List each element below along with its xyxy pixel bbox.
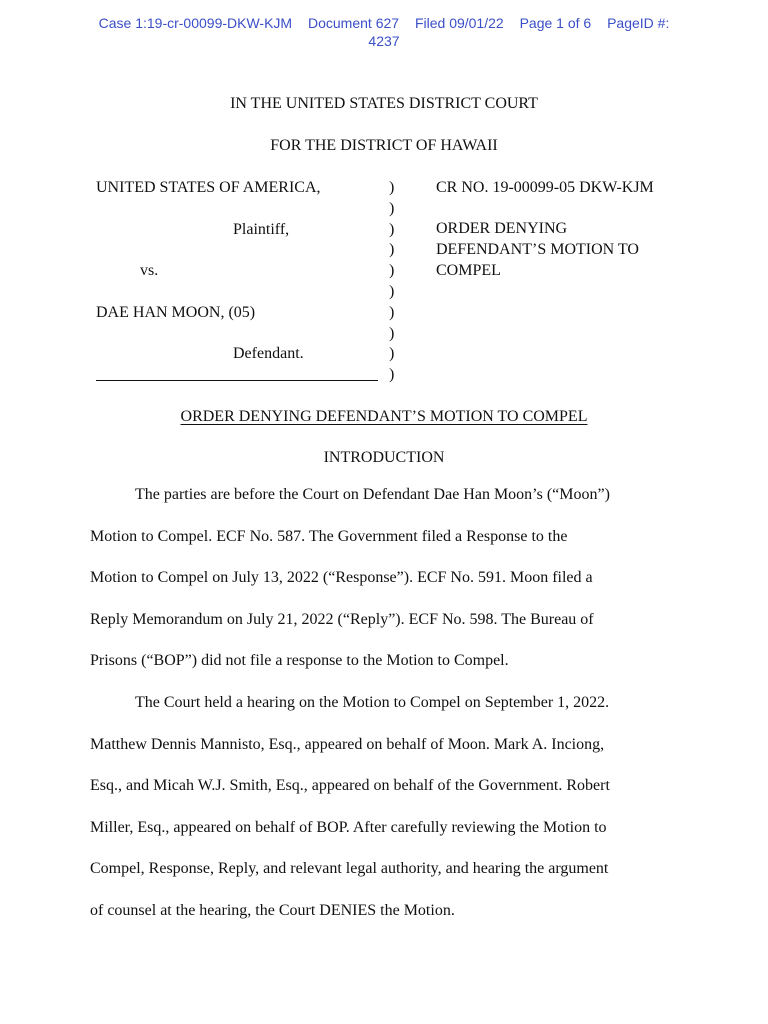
paragraph-line: Prisons (“BOP”) did not file a response to the Motion to Compel. xyxy=(90,652,509,670)
defendant-label: Defendant. xyxy=(233,345,304,362)
caption-paren: ) xyxy=(389,324,395,342)
paragraph-2 xyxy=(90,682,690,932)
section-heading: INTRODUCTION xyxy=(323,449,445,466)
caption-paren: ) xyxy=(389,179,395,196)
versus: vs. xyxy=(140,262,159,279)
paragraph-line: The Court held a hearing on the Motion to Compel on September 1, 2022. xyxy=(135,694,610,711)
paragraph-line: The parties are before the Court on Defendant Dae Han Moon’s (“Moon”) xyxy=(135,486,610,503)
caption-rule xyxy=(96,380,378,381)
paragraph-line: Motion to Compel. ECF No. 587. The Government filed a Response to the xyxy=(90,527,568,545)
paragraph-line: Compel, Response, Reply, and relevant legal authority, and hearing the argument xyxy=(90,860,609,878)
defendant-name: DAE HAN MOON, (05) xyxy=(96,304,256,321)
order-title-block xyxy=(436,219,639,281)
caption-paren: ) xyxy=(389,282,395,300)
plaintiff-label: Plaintiff, xyxy=(233,221,290,238)
document-title-text: ORDER DENYING DEFENDANT’S MOTION TO COMPEL xyxy=(180,408,588,425)
filed-date: Filed 09/01/22 xyxy=(414,15,504,31)
caption-paren: ) xyxy=(389,303,395,321)
caption-paren: ) xyxy=(389,345,395,363)
order-title-line: COMPEL xyxy=(436,261,501,279)
case-number: Case 1:19-cr-00099-DKW-KJM xyxy=(98,15,293,31)
order-title-line: ORDER DENYING xyxy=(436,220,568,237)
ecf-header-line xyxy=(70,14,698,32)
caption-paren: ) xyxy=(389,199,395,217)
document-number: Document 627 xyxy=(308,15,400,31)
paragraph-line: Motion to Compel on July 13, 2022 (“Response”). ECF No. 591. Moon filed a xyxy=(90,569,593,587)
paragraph-1 xyxy=(90,474,690,682)
pageid-label: PageID #: xyxy=(607,15,670,31)
paragraph-line: Matthew Dennis Mannisto, Esq., appeared on behalf of Moon. Mark A. Inciong, xyxy=(90,735,605,753)
court-name: IN THE UNITED STATES DISTRICT COURT xyxy=(230,95,538,112)
caption-paren: ) xyxy=(389,241,395,259)
caption-paren: ) xyxy=(389,220,395,238)
pageid-number: 4237 xyxy=(368,33,400,49)
paragraph-line: of counsel at the hearing, the Court DENIES the Motion. xyxy=(90,901,455,919)
plaintiff-name: UNITED STATES OF AMERICA, xyxy=(96,179,321,196)
document-title xyxy=(0,407,768,427)
ecf-header xyxy=(70,14,698,50)
paragraph-line: Reply Memorandum on July 21, 2022 (“Reply”). ECF No. 598. The Bureau of xyxy=(90,610,594,628)
order-title-line: DEFENDANT’S MOTION TO xyxy=(436,240,639,258)
case-docket-number: CR NO. 19-00099-05 DKW-KJM xyxy=(436,179,654,196)
page-indicator: Page 1 of 6 xyxy=(519,15,592,31)
paragraph-line: Esq., and Micah W.J. Smith, Esq., appeared on behalf of the Government. Robert xyxy=(90,777,610,795)
paragraph-line: Miller, Esq., appeared on behalf of BOP. After carefully reviewing the Motion to xyxy=(90,818,607,836)
court-district: FOR THE DISTRICT OF HAWAII xyxy=(270,137,498,154)
caption-parens xyxy=(389,178,399,386)
caption-paren: ) xyxy=(389,262,395,280)
caption-paren: ) xyxy=(389,366,395,384)
